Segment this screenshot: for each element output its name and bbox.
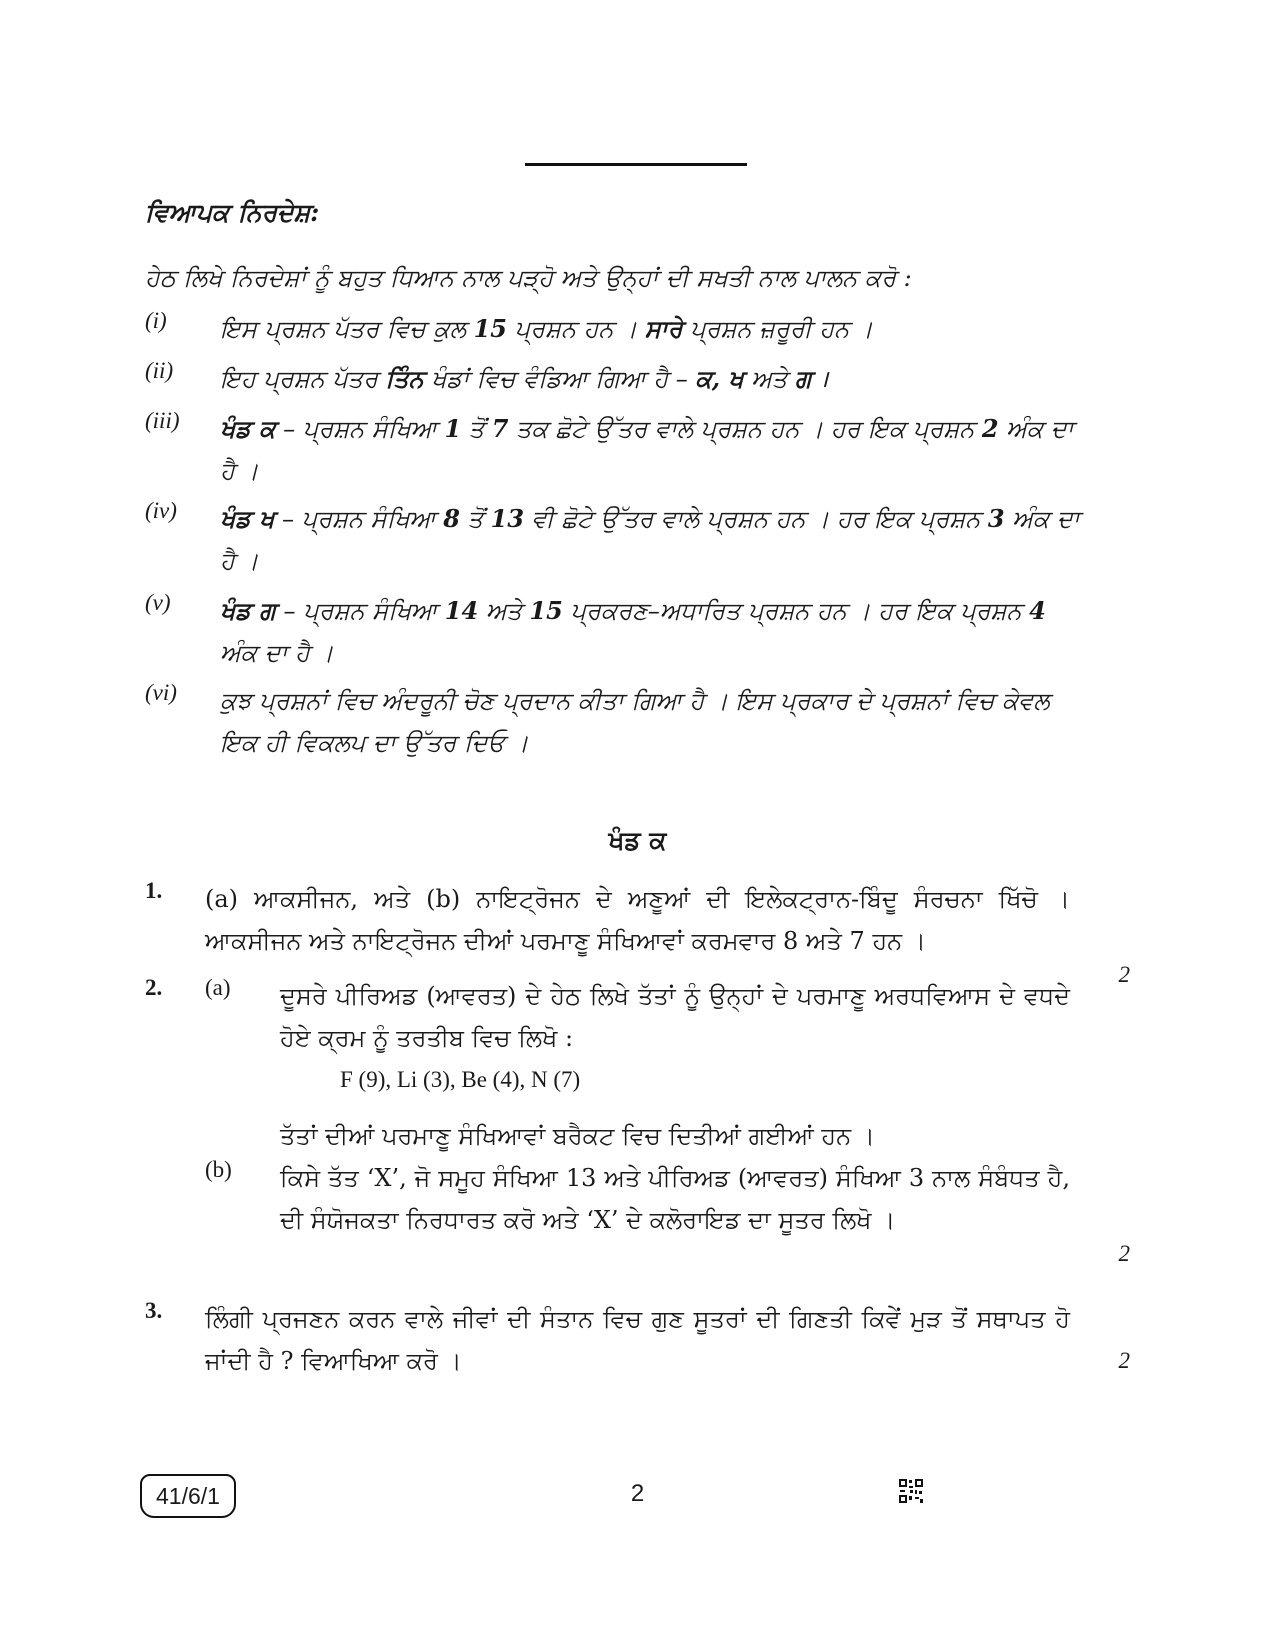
section-title: ਖੰਡ ਕ <box>608 826 667 855</box>
qr-code-icon <box>898 1478 924 1504</box>
instruction-number: (iii) <box>145 408 180 433</box>
instructions-intro: ਹੇਠ ਲਿਖੇ ਨਿਰਦੇਸ਼ਾਂ ਨੂੰ ਬਹੁਤ ਧਿਆਨ ਨਾਲ ਪੜ੍ਹੋ ਅਤੇ ਉਨ੍ਹਾਂ ਦੀ ਸਖਤੀ ਨਾਲ ਪਾਲਨ ਕਰੋ : <box>145 264 912 292</box>
instruction-number: (iv) <box>145 498 177 523</box>
top-rule <box>525 163 747 166</box>
paper-code-badge: 41/6/1 <box>140 1474 236 1518</box>
instruction-text: ਖੰਡ ਖ – ਪ੍ਰਸ਼ਨ ਸੰਖਿਆ 8 ਤੋਂ 13 ਵੀ ਛੋਟੇ ਉੱਤਰ ਵਾਲੇ ਪ੍ਰਸ਼ਨ ਹਨ । ਹਰ ਇਕ ਪ੍ਰਸ਼ਨ 3 ਅੰਕ ਦਾ ਹੈ । <box>220 504 1080 575</box>
element-list: F (9), Li (3), Be (4), N (7) <box>340 1067 581 1092</box>
question-marks: 2 <box>1118 1348 1130 1373</box>
instruction-text: ਖੰਡ ਗ – ਪ੍ਰਸ਼ਨ ਸੰਖਿਆ 14 ਅਤੇ 15 ਪ੍ਰਕਰਣ–ਅਧਾਰਿਤ ਪ੍ਰਸ਼ਨ ਹਨ । ਹਰ ਇਕ ਪ੍ਰਸ਼ਨ 4 ਅੰਕ ਦਾ ਹੈ । <box>220 596 1046 667</box>
question-1 <box>145 878 1130 987</box>
question-text: ਲਿੰਗੀ ਪ੍ਰਜਣਨ ਕਰਨ ਵਾਲੇ ਜੀਵਾਂ ਦੀ ਸੰਤਾਨ ਵਿਚ ਗੁਣ ਸੂਤਰਾਂ ਦੀ ਗਿਣਤੀ ਕਿਵੇਂ ਮੁੜ ਤੋਂ ਸਥਾਪਤ ਹੋ ਜਾਂਦੀ ਹੈ ? ਵਿਆਖਿਆ ਕਰੋ । <box>205 1305 1070 1375</box>
question-marks: 2 <box>1118 962 1130 987</box>
subquestion-text: ਕਿਸੇ ਤੱਤ ‘X’, ਜੋ ਸਮੂਹ ਸੰਖਿਆ 13 ਅਤੇ ਪੀਰਿਅਡ (ਆਵਰਤ) ਸੰਖਿਆ 3 ਨਾਲ ਸੰਬੰਧਤ ਹੈ, ਦੀ ਸੰਯੋਜਕਤਾ ਨਿਰਧਾਰਤ ਕਰੋ ਅਤੇ ‘X’ ਦੇ ਕਲੋਰਾਇਡ ਦਾ ਸੂਤਰ ਲਿਖੋ । <box>280 1164 1070 1234</box>
instruction-text: ਇਹ ਪ੍ਰਸ਼ਨ ਪੱਤਰ ਤਿੰਨ ਖੰਡਾਂ ਵਿਚ ਵੰਡਿਆ ਗਿਆ ਹੈ – ਕ, ਖ ਅਤੇ ਗ । <box>220 364 829 393</box>
instruction-text: ਇਸ ਪ੍ਰਸ਼ਨ ਪੱਤਰ ਵਿਚ ਕੁਲ 15 ਪ੍ਰਸ਼ਨ ਹਨ । ਸਾਰੇ ਪ੍ਰਸ਼ਨ ਜ਼ਰੂਰੀ ਹਨ । <box>220 314 873 343</box>
subquestion-label: (b) <box>205 1157 232 1182</box>
instruction-text: ਕੁਝ ਪ੍ਰਸ਼ਨਾਂ ਵਿਚ ਅੰਦਰੂਨੀ ਚੋਣ ਪ੍ਰਦਾਨ ਕੀਤਾ ਗਿਆ ਹੈ । ਇਸ ਪ੍ਰਕਾਰ ਦੇ ਪ੍ਰਸ਼ਨਾਂ ਵਿਚ ਕੇਵਲ ਇਕ ਹੀ ਵਿਕਲਪ ਦਾ ਉੱਤਰ ਦਿਓ । <box>220 687 1050 757</box>
question-marks: 2 <box>1118 1241 1130 1266</box>
general-instructions-heading: ਵਿਆਪਕ ਨਿਰਦੇਸ਼: <box>145 198 320 227</box>
subquestion-note: ਤੱਤਾਂ ਦੀਆਂ ਪਰਮਾਣੂ ਸੰਖਿਆਵਾਂ ਬਰੈਕਟ ਵਿਚ ਦਿਤੀਆਂ ਗਈਆਂ ਹਨ । <box>280 1122 875 1150</box>
question-number: 1. <box>145 878 163 903</box>
instruction-text: ਖੰਡ ਕ – ਪ੍ਰਸ਼ਨ ਸੰਖਿਆ 1 ਤੋਂ 7 ਤਕ ਛੋਟੇ ਉੱਤਰ ਵਾਲੇ ਪ੍ਰਸ਼ਨ ਹਨ । ਹਰ ਇਕ ਪ੍ਰਸ਼ਨ 2 ਅੰਕ ਦਾ ਹੈ । <box>220 414 1074 485</box>
instruction-number: (ii) <box>145 358 174 383</box>
question-2 <box>145 975 1130 1275</box>
instruction-number: (i) <box>145 308 167 333</box>
question-3 <box>145 1298 1130 1388</box>
page-number: 2 <box>630 1480 645 1507</box>
subquestion-label: (a) <box>205 975 231 1000</box>
question-number: 2. <box>145 975 163 1000</box>
question-text: (a) ਆਕਸੀਜਨ, ਅਤੇ (b) ਨਾਇਟ੍ਰੋਜਨ ਦੇ ਅਣੂਆਂ ਦੀ ਇਲੇਕਟ੍ਰਾਨ-ਬਿੰਦੂ ਸੰਰਚਨਾ ਖਿੱਚੋ । ਆਕਸੀਜਨ ਅਤੇ ਨਾਇਟ੍ਰੋਜਨ ਦੀਆਂ ਪਰਮਾਣੂ ਸੰਖਿਆਵਾਂ ਕਰਮਵਾਰ 8 ਅਤੇ 7 ਹਨ । <box>205 885 1070 955</box>
instruction-number: (vi) <box>145 680 177 705</box>
instruction-number: (v) <box>145 590 171 615</box>
subquestion-text: ਦੂਸਰੇ ਪੀਰਿਅਡ (ਆਵਰਤ) ਦੇ ਹੇਠ ਲਿਖੇ ਤੱਤਾਂ ਨੂੰ ਉਨ੍ਹਾਂ ਦੇ ਪਰਮਾਣੂ ਅਰਧਵਿਆਸ ਦੇ ਵਧਦੇ ਹੋਏ ਕ੍ਰਮ ਨੂੰ ਤਰਤੀਬ ਵਿਚ ਲਿਖੋ : F (9), Li (3), Be (4), N (7) ਤੱਤਾਂ ਦੀਆਂ ਪਰਮਾਣੂ ਸੰਖਿਆਵਾਂ ਬਰੈਕਟ ਵਿਚ ਦਿਤੀਆਂ ਗਈਆਂ ਹਨ । <box>280 975 1070 1157</box>
question-number: 3. <box>145 1298 163 1323</box>
